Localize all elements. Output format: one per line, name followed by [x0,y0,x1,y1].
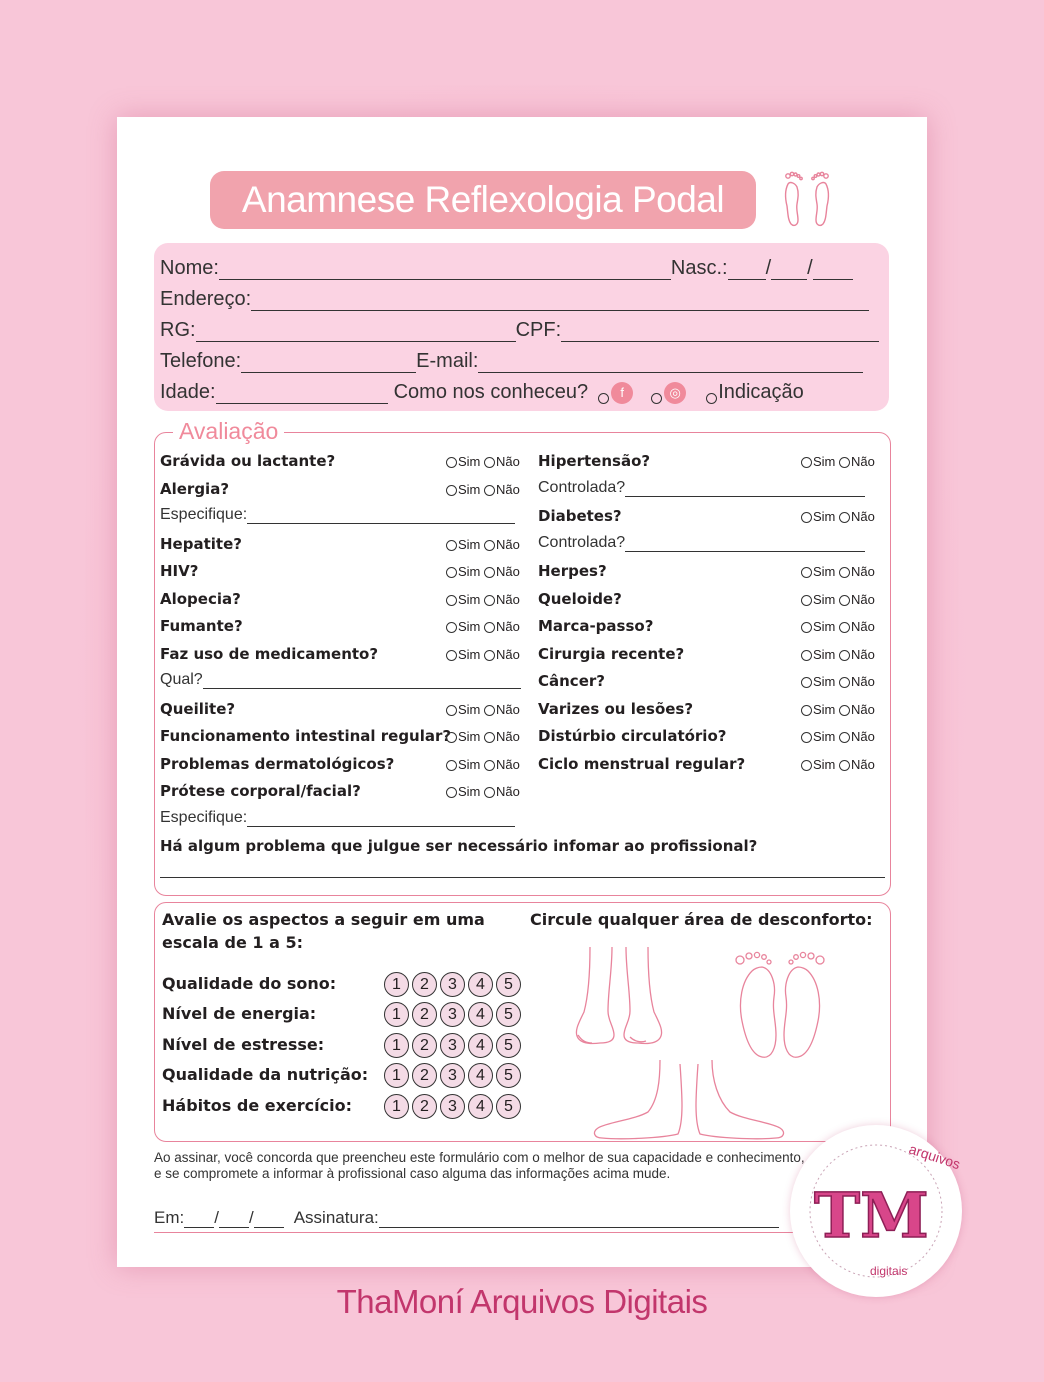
left-sim-nao-10 [446,784,520,799]
radio-nao[interactable] [839,622,850,633]
radio-sim[interactable] [446,567,457,578]
scale-option-1[interactable]: 1 [384,972,409,997]
field-assinatura[interactable] [379,1209,779,1228]
row-controlada-2 [538,533,865,552]
field-rg[interactable] [196,323,516,342]
feet-icon [776,168,838,234]
label-nao: Não [851,702,875,717]
question-gravida: Grávida ou lactante? [160,452,336,470]
right-sim-nao-2 [801,564,875,579]
label-especifique: Especifique: [160,506,248,523]
scale-item-label: Nível de energia: [162,1004,317,1023]
date-sep: / [214,1208,219,1227]
radio-nao[interactable] [484,650,495,661]
radio-sim[interactable] [801,457,812,468]
row-idade [160,381,883,404]
radio-sim[interactable] [801,512,812,523]
label-controlada: Controlada? [538,479,626,496]
scale-options [384,1033,521,1058]
scale-option-2[interactable]: 2 [412,1033,437,1058]
scale-item-label: Nível de estresse: [162,1035,325,1054]
radio-instagram[interactable] [651,393,662,404]
question-varizes: Varizes ou lesões? [538,700,694,718]
question-hipertensao: Hipertensão? [538,452,651,470]
question-marcapasso: Marca-passo? [538,617,654,635]
field-em-dia[interactable] [184,1209,214,1228]
label-cpf: CPF: [515,319,562,341]
right-sim-nao-9 [801,757,875,772]
label-controlada: Controlada? [538,534,626,551]
signature-row [154,1208,779,1228]
question-alopecia: Alopecia? [160,590,241,608]
radio-sim[interactable] [446,650,457,661]
field-nasc-ano[interactable] [813,261,853,280]
radio-nao[interactable] [839,512,850,523]
field-em-ano[interactable] [254,1209,284,1228]
row-nome [160,257,883,280]
label-telefone: Telefone: [160,350,242,372]
scale-option-5[interactable]: 5 [496,1094,521,1119]
label-sim: Sim [458,757,481,772]
scale-options [384,972,521,997]
radio-sim[interactable] [801,760,812,771]
row-rg-cpf [160,319,883,342]
field-cpf[interactable] [561,323,879,342]
label-nao: Não [851,564,875,579]
label-sim: Sim [813,757,836,772]
radio-nao[interactable] [839,677,850,688]
scale-option-3[interactable]: 3 [440,1002,465,1027]
label-nao: Não [496,592,520,607]
right-sim-nao-7 [801,702,875,717]
scale-intro-2: escala de 1 a 5: [162,933,303,952]
right-sim-nao-4 [801,619,875,634]
field-controlada-hipertensao[interactable] [625,478,865,497]
scale-option-5[interactable]: 5 [496,972,521,997]
scale-item-label: Qualidade da nutrição: [162,1065,369,1084]
label-nome: Nome: [160,257,219,279]
left-sim-nao-6 [446,647,520,662]
row-qual [160,670,521,689]
label-nao: Não [851,647,875,662]
label-sim: Sim [458,564,481,579]
field-idade[interactable] [216,385,388,404]
scale-option-4[interactable]: 4 [468,1002,493,1027]
question-alergia: Alergia? [160,480,230,498]
label-nao: Não [496,619,520,634]
label-sim: Sim [458,537,481,552]
question-queilite: Queilite? [160,700,236,718]
question-diabetes: Diabetes? [538,507,622,525]
scale-option-3[interactable]: 3 [440,1094,465,1119]
radio-sim[interactable] [446,787,457,798]
right-sim-nao-6 [801,674,875,689]
right-sim-nao-5 [801,647,875,662]
label-nao: Não [851,509,875,524]
radio-nao[interactable] [484,787,495,798]
label-nao: Não [496,537,520,552]
scale-option-3[interactable]: 3 [440,1033,465,1058]
field-controlada-diabetes[interactable] [625,533,865,552]
circle-area-title: Circule qualquer área de desconforto: [530,910,873,929]
label-nao: Não [496,757,520,772]
date-sep: / [765,257,772,279]
field-extra[interactable] [160,877,885,878]
question-ciclo: Ciclo menstrual regular? [538,755,746,773]
scale-option-4[interactable]: 4 [468,1033,493,1058]
label-email: E-mail: [416,350,479,372]
left-sim-nao-7 [446,702,520,717]
scale-options [384,1094,521,1119]
scale-option-4[interactable]: 4 [468,1063,493,1088]
label-sim: Sim [813,729,836,744]
scale-option-3[interactable]: 3 [440,1063,465,1088]
question-medicamento: Faz uso de medicamento? [160,645,379,663]
scale-option-3[interactable]: 3 [440,972,465,997]
personal-info-block [154,243,889,411]
scale-option-4[interactable]: 4 [468,972,493,997]
scale-options [384,1063,521,1088]
logo-top-text: arquivos [907,1140,962,1173]
label-como: Como nos conheceu? [393,381,589,403]
label-sim: Sim [813,674,836,689]
radio-sim[interactable] [801,705,812,716]
field-nasc-dia[interactable] [728,261,766,280]
field-nasc-mes[interactable] [771,261,807,280]
label-nao: Não [496,784,520,799]
label-qual: Qual? [160,671,203,688]
credit-text: ThaMoní Arquivos Digitais [336,1283,708,1320]
radio-sim[interactable] [446,595,457,606]
question-cirurgia: Cirurgia recente? [538,645,685,663]
question-protese: Prótese corporal/facial? [160,782,361,800]
avaliacao-title: Avaliação [173,418,284,445]
radio-nao[interactable] [484,705,495,716]
scale-item-label: Qualidade do sono: [162,974,337,993]
label-sim: Sim [458,729,481,744]
field-especifique-alergia[interactable] [247,505,515,524]
label-nao: Não [851,454,875,469]
radio-nao[interactable] [839,705,850,716]
label-nao: Não [851,729,875,744]
label-sim: Sim [458,647,481,662]
label-nasc: Nasc.: [670,257,728,279]
label-nao: Não [496,702,520,717]
facebook-icon: f [611,382,633,404]
scale-option-2[interactable]: 2 [412,1094,437,1119]
brand-logo [790,1125,962,1297]
scale-option-5[interactable]: 5 [496,1002,521,1027]
field-qual[interactable] [203,670,521,689]
label-sim: Sim [458,454,481,469]
scale-option-1[interactable]: 1 [384,1063,409,1088]
scale-option-2[interactable]: 2 [412,972,437,997]
question-intestinal: Funcionamento intestinal regular? [160,727,452,745]
label-sim: Sim [458,482,481,497]
label-nao: Não [496,647,520,662]
scale-option-5[interactable]: 5 [496,1063,521,1088]
radio-nao[interactable] [839,760,850,771]
logo-monogram: TM [814,1179,929,1252]
label-especifique: Especifique: [160,809,248,826]
question-hiv: HIV? [160,562,199,580]
radio-sim[interactable] [446,732,457,743]
radio-nao[interactable] [484,540,495,551]
field-telefone[interactable] [241,354,416,373]
right-sim-nao-0 [801,454,875,469]
row-especifique-2 [160,808,515,827]
question-fumante: Fumante? [160,617,243,635]
field-especifique-protese[interactable] [247,808,515,827]
radio-sim[interactable] [446,540,457,551]
left-sim-nao-3 [446,564,520,579]
scale-option-1[interactable]: 1 [384,1002,409,1027]
scale-option-5[interactable]: 5 [496,1033,521,1058]
date-sep: / [807,257,813,279]
scale-option-1[interactable]: 1 [384,1094,409,1119]
radio-nao[interactable] [839,567,850,578]
question-circulatorio: Distúrbio circulatório? [538,727,727,745]
left-sim-nao-5 [446,619,520,634]
scale-intro-1: Avalie os aspectos a seguir em uma [162,910,485,929]
scale-option-4[interactable]: 4 [468,1094,493,1119]
question-queloide: Queloide? [538,590,622,608]
label-sim: Sim [458,619,481,634]
row-especifique-1 [160,505,515,524]
field-email[interactable] [478,354,863,373]
row-endereco [160,288,883,311]
radio-nao[interactable] [484,567,495,578]
logo-bottom-text: digitais [870,1264,908,1278]
radio-nao[interactable] [839,457,850,468]
row-telefone [160,350,883,373]
radio-nao[interactable] [484,622,495,633]
scale-option-2[interactable]: 2 [412,1063,437,1088]
label-nao: Não [496,729,520,744]
label-nao: Não [851,757,875,772]
left-sim-nao-4 [446,592,520,607]
label-sim: Sim [458,702,481,717]
question-hepatite: Hepatite? [160,535,242,553]
field-em-mes[interactable] [219,1209,249,1228]
scale-option-1[interactable]: 1 [384,1033,409,1058]
label-endereco: Endereço: [160,288,252,310]
radio-nao[interactable] [484,760,495,771]
scale-option-2[interactable]: 2 [412,1002,437,1027]
label-sim: Sim [813,454,836,469]
field-endereco[interactable] [251,292,869,311]
form-title: Anamnese Reflexologia Podal [210,171,756,229]
label-nao: Não [851,592,875,607]
label-em: Em: [154,1208,185,1227]
label-rg: RG: [160,319,196,341]
label-indicacao: Indicação [718,381,804,403]
radio-nao[interactable] [839,650,850,661]
label-sim: Sim [813,564,836,579]
radio-nao[interactable] [484,595,495,606]
label-nao: Não [851,674,875,689]
label-sim: Sim [813,619,836,634]
radio-nao[interactable] [484,485,495,496]
footer-divider [154,1232,889,1233]
radio-sim[interactable] [446,622,457,633]
field-nome[interactable] [219,261,671,280]
radio-nao[interactable] [484,457,495,468]
label-sim: Sim [458,784,481,799]
radio-sim[interactable] [801,567,812,578]
radio-sim[interactable] [801,622,812,633]
left-sim-nao-9 [446,757,520,772]
radio-sim[interactable] [446,457,457,468]
feet-illustration [570,945,880,1149]
radio-sim[interactable] [446,705,457,716]
label-sim: Sim [813,647,836,662]
radio-sim[interactable] [446,485,457,496]
label-sim: Sim [813,509,836,524]
right-sim-nao-1 [801,509,875,524]
radio-sim[interactable] [801,677,812,688]
right-sim-nao-3 [801,592,875,607]
question-extra: Há algum problema que julgue ser necessário infomar ao profissional? [160,837,758,855]
radio-nao[interactable] [484,732,495,743]
question-cancer: Câncer? [538,672,605,690]
radio-sim[interactable] [801,732,812,743]
label-sim: Sim [813,592,836,607]
label-nao: Não [496,564,520,579]
left-sim-nao-1 [446,482,520,497]
radio-nao[interactable] [839,732,850,743]
radio-sim[interactable] [801,595,812,606]
radio-sim[interactable] [801,650,812,661]
radio-indicacao[interactable] [706,393,717,404]
left-sim-nao-0 [446,454,520,469]
label-sim: Sim [458,592,481,607]
question-dermatologicos: Problemas dermatológicos? [160,755,395,773]
label-assinatura: Assinatura: [293,1208,379,1227]
label-idade: Idade: [160,381,216,403]
instagram-icon: ◎ [664,382,686,404]
consent-note: Ao assinar, você concorda que preencheu este formulário com o melhor de sua capacidade e conhecimento, e se compromete a informar à profissional caso alguma das informações acima mude. [154,1150,805,1181]
scale-item-label: Hábitos de exercício: [162,1096,352,1115]
logo-art [790,1125,962,1297]
label-nao: Não [496,482,520,497]
radio-sim[interactable] [446,760,457,771]
date-sep: / [248,1208,254,1227]
label-nao: Não [496,454,520,469]
left-sim-nao-2 [446,537,520,552]
question-herpes: Herpes? [538,562,607,580]
row-controlada-1 [538,478,865,497]
right-sim-nao-8 [801,729,875,744]
radio-facebook[interactable] [598,393,609,404]
scale-options [384,1002,521,1027]
label-nao: Não [851,619,875,634]
radio-nao[interactable] [839,595,850,606]
left-sim-nao-8 [446,729,520,744]
label-sim: Sim [813,702,836,717]
